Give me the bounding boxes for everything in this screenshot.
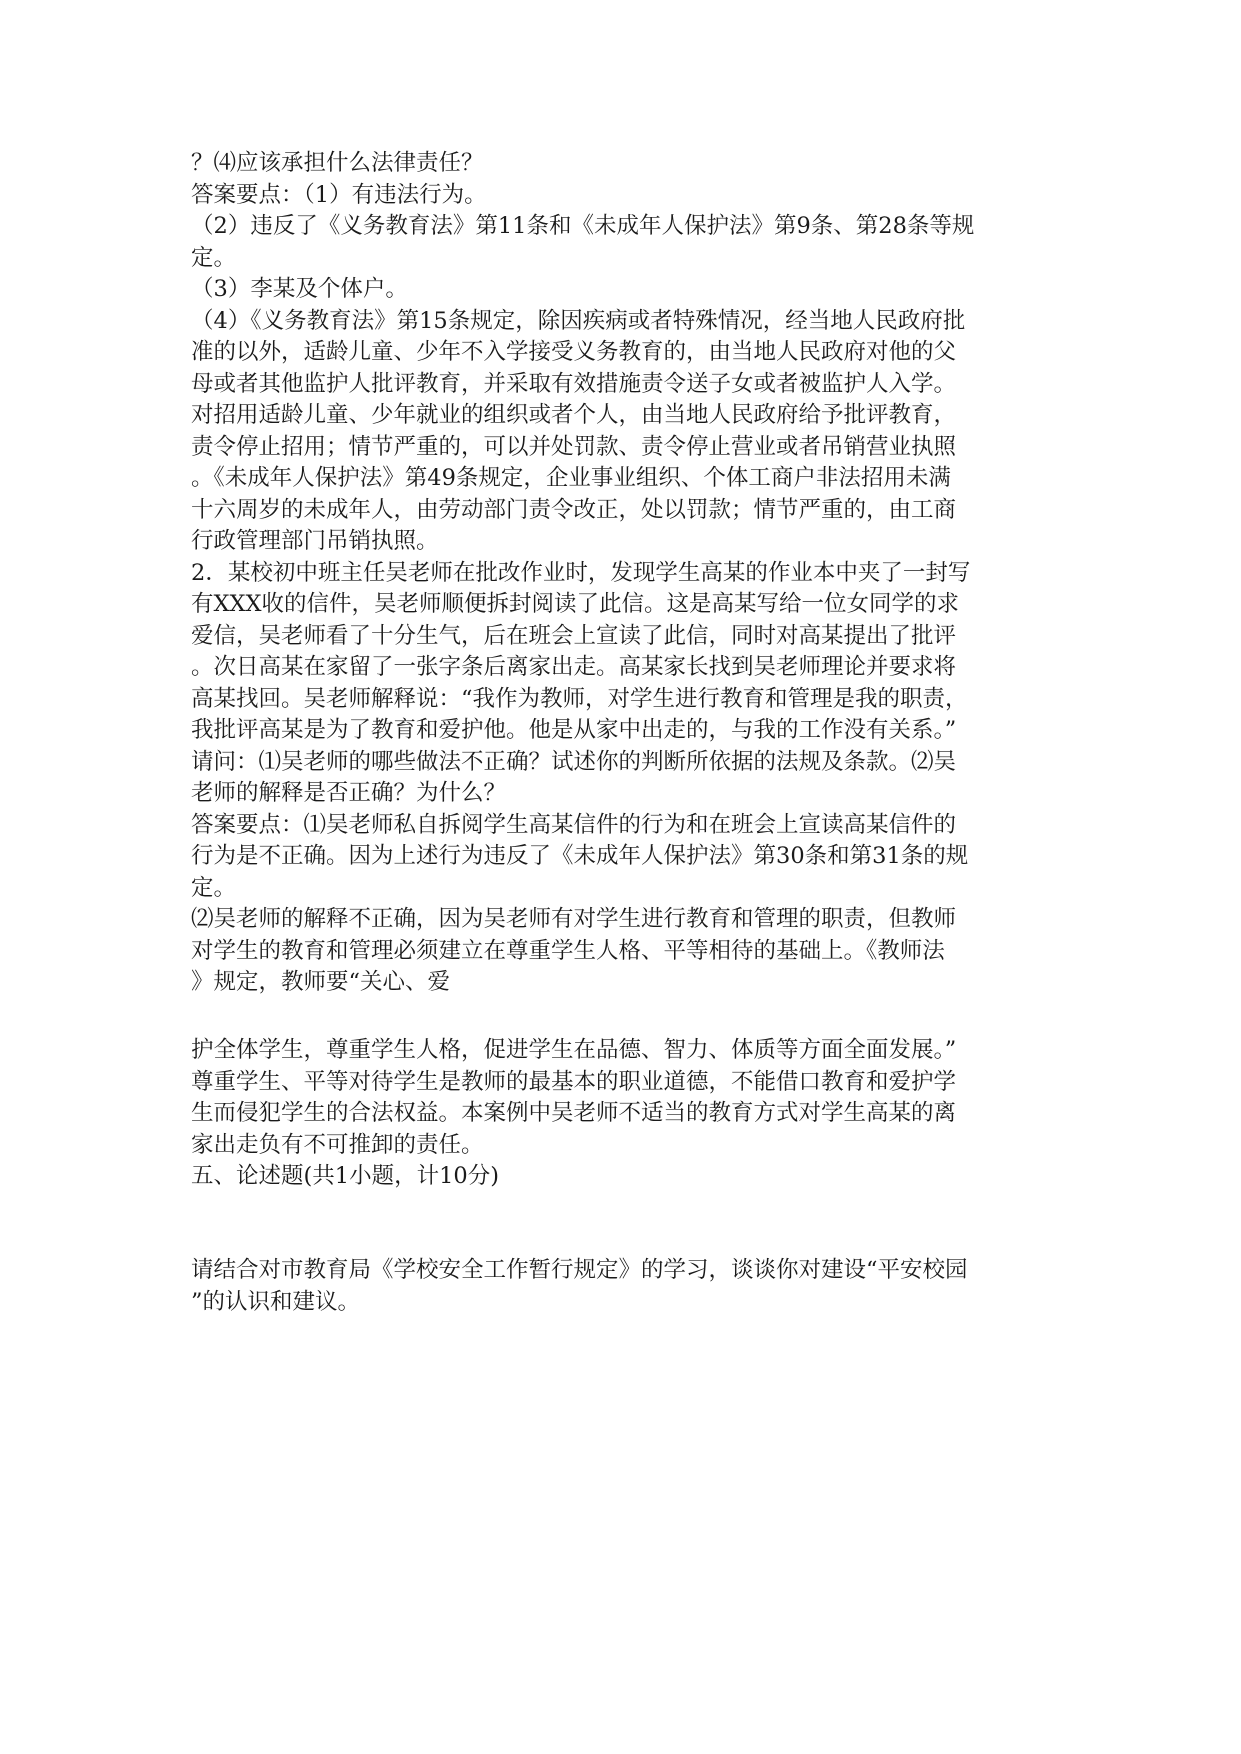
text-line: 定。	[191, 244, 237, 271]
continuation-text-block	[191, 1035, 1071, 1193]
text-line: 十六周岁的未成年人，由劳动部门责令改正，处以罚款；情节严重的，由工商	[191, 496, 957, 523]
section-heading: 五、论述题(共1小题，计10分)	[191, 1163, 500, 1189]
text-line: ”的认识和建议。	[191, 1288, 361, 1315]
text-line: 尊重学生、平等对待学生是教师的最基本的职业道德，不能借口教育和爱护学	[191, 1068, 957, 1095]
text-line: 准的以外，适龄儿童、少年不入学接受义务教育的，由当地人民政府对他的父	[191, 339, 957, 365]
text-line: 爱信，吴老师看了十分生气，后在班会上宣读了此信，同时对高某提出了批评	[191, 622, 957, 649]
answer-text-block	[191, 148, 1071, 999]
text-line: 老师的解释是否正确？为什么？	[191, 780, 507, 806]
text-line: 家出走负有不可推卸的责任。	[191, 1131, 484, 1158]
text-line: 请问：⑴吴老师的哪些做法不正确？试述你的判断所依据的法规及条款。⑵吴	[191, 748, 957, 775]
essay-prompt-block	[191, 1255, 1071, 1318]
text-line: 答案要点：（1）有违法行为。	[191, 181, 487, 208]
text-line: ？⑷应该承担什么法律责任？	[191, 150, 484, 176]
text-line: （3）李某及个体户。	[191, 276, 408, 302]
text-line: 。次日高某在家留了一张字条后离家出走。高某家长找到吴老师理论并要求将	[191, 654, 957, 680]
text-line: 对招用适龄儿童、少年就业的组织或者个人，由当地人民政府给予批评教育，	[191, 402, 957, 428]
text-line: 请结合对市教育局《学校安全工作暂行规定》的学习，谈谈你对建设“平安校园	[191, 1257, 968, 1283]
text-line: 行为是不正确。因为上述行为违反了《未成年人保护法》第30条和第31条的规	[191, 843, 969, 869]
text-line: 。《未成年人保护法》第49条规定，企业事业组织、个体工商户非法招用未满	[191, 465, 951, 491]
text-line: （2）违反了《义务教育法》第11条和《未成年人保护法》第9条、第28条等规	[191, 213, 975, 239]
text-line: 母或者其他监护人批评教育，并采取有效措施责令送子女或者被监护人入学。	[191, 370, 957, 397]
text-line: 我批评高某是为了教育和爱护他。他是从家中出走的，与我的工作没有关系。”	[191, 717, 957, 743]
text-line: 高某找回。吴老师解释说：“我作为教师，对学生进行教育和管理是我的职责，	[191, 685, 968, 712]
text-line: 有XXX收的信件，吴老师顺便拆封阅读了此信。这是高某写给一位女同学的求	[191, 591, 960, 617]
text-line: 行政管理部门吊销执照。	[191, 528, 439, 554]
text-line: 定。	[191, 874, 237, 901]
text-line: 对学生的教育和管理必须建立在尊重学生人格、平等相待的基础上。《教师法	[191, 937, 945, 964]
text-line: （4）《义务教育法》第15条规定，除因疾病或者特殊情况，经当地人民政府批	[191, 307, 966, 334]
text-line: ⑵吴老师的解释不正确，因为吴老师有对学生进行教育和管理的职责，但教师	[191, 906, 957, 932]
text-line: 答案要点：⑴吴老师私自拆阅学生高某信件的行为和在班会上宣读高某信件的	[191, 811, 957, 838]
text-line: 护全体学生，尊重学生人格，促进学生在品德、智力、体质等方面全面发展。”	[191, 1037, 957, 1063]
text-line: 2．某校初中班主任吴老师在批改作业时，发现学生高某的作业本中夹了一封写	[191, 559, 971, 586]
text-line: 》规定，教师要“关心、爱	[191, 969, 451, 995]
text-line: 责令停止招用；情节严重的，可以并处罚款、责令停止营业或者吊销营业执照	[191, 433, 957, 460]
text-line: 生而侵犯学生的合法权益。本案例中吴老师不适当的教育方式对学生高某的离	[191, 1100, 957, 1126]
